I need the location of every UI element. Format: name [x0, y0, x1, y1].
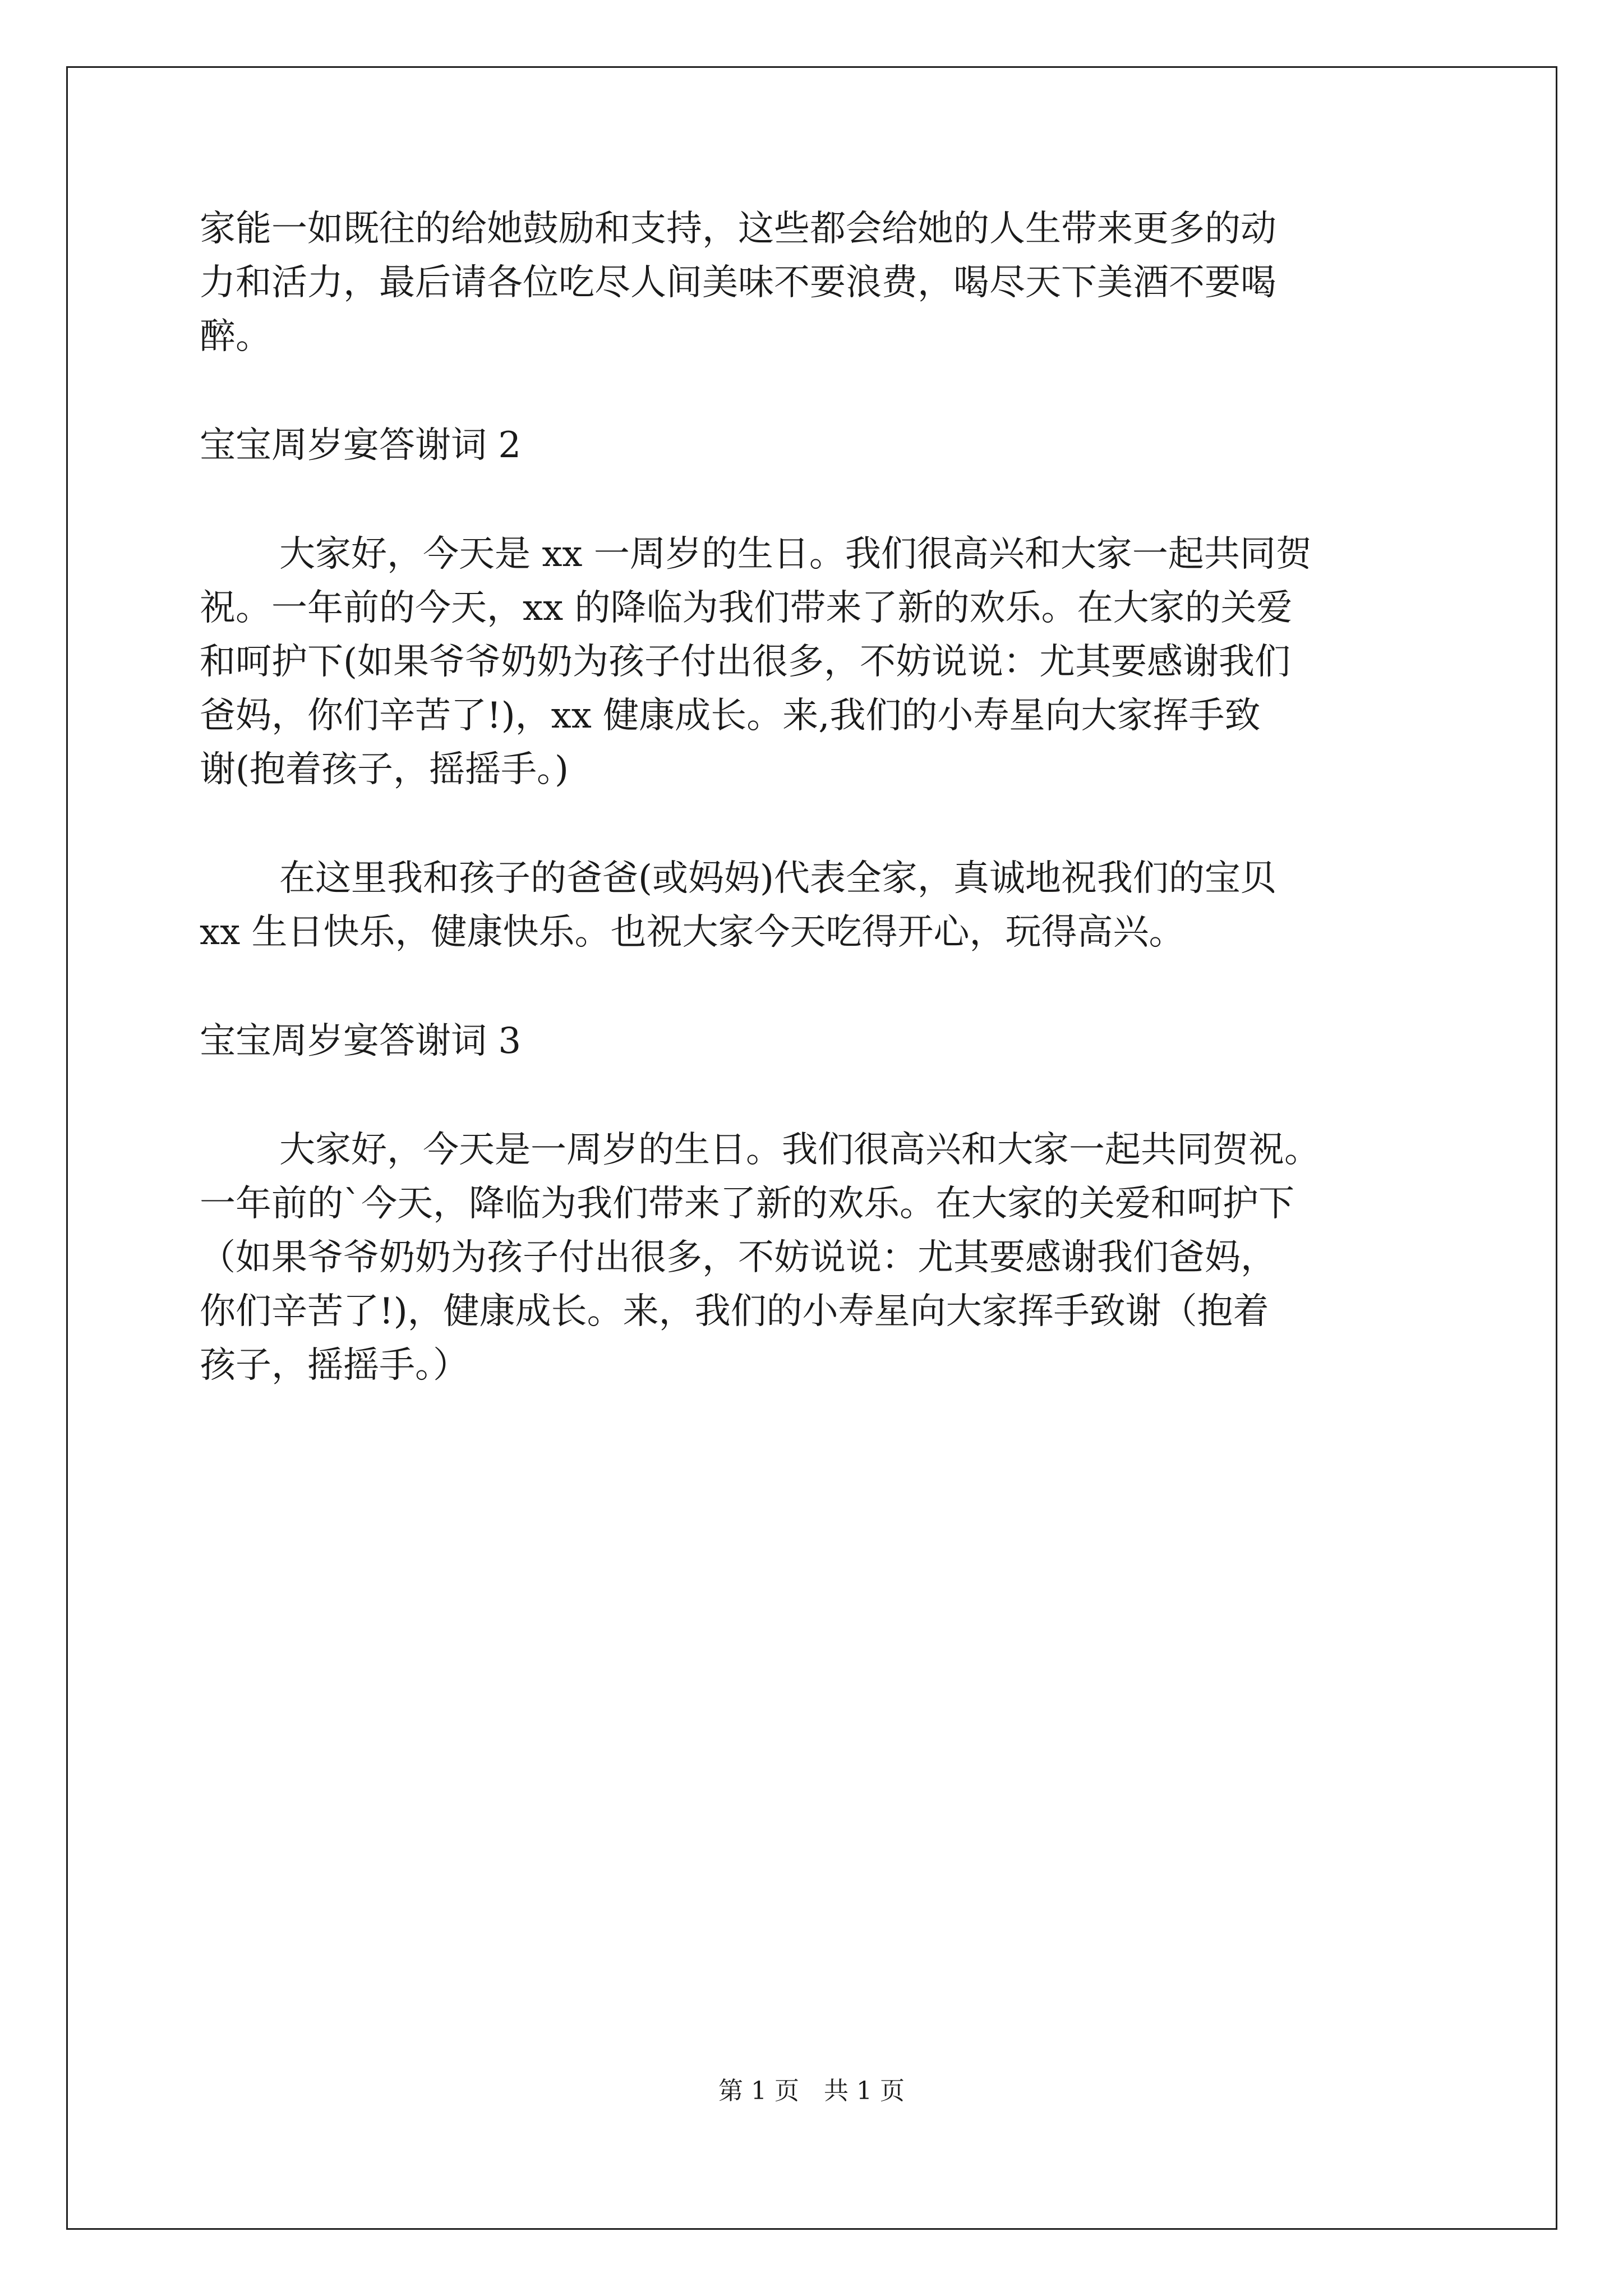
- text-line: 你们辛苦了!)，健康成长。来，我们的小寿星向大家挥手致谢（抱着: [200, 1291, 1269, 1332]
- text-line: 祝。一年前的今天，xx 的降临为我们带来了新的欢乐。在大家的关爱: [200, 587, 1293, 629]
- text-line: 力和活力，最后请各位吃尽人间美味不要浪费，喝尽天下美酒不要喝: [200, 262, 1276, 303]
- text-line: xx 生日快乐，健康快乐。也祝大家今天吃得开心，玩得高兴。: [200, 912, 1185, 953]
- text-line: 爸妈，你们辛苦了!)，xx 健康成长。来,我们的小寿星向大家挥手致: [200, 695, 1261, 737]
- paragraph: [200, 202, 1476, 364]
- paragraph: [200, 1123, 1476, 1392]
- paragraph: [200, 852, 1476, 959]
- section-heading: [200, 418, 1476, 472]
- text-line: 大家好，今天是 xx 一周岁的生日。我们很高兴和大家一起共同贺: [279, 533, 1312, 575]
- text-line: （如果爷爷奶奶为孩子付出很多，不妨说说：尤其要感谢我们爸妈，: [200, 1237, 1276, 1278]
- text-line: 醉。: [200, 316, 271, 357]
- text-line: 在这里我和孩子的爸爸(或妈妈)代表全家，真诚地祝我们的宝贝: [279, 858, 1276, 899]
- paragraph: [200, 527, 1476, 797]
- text-line: 一年前的`今天，降临为我们带来了新的欢乐。在大家的关爱和呵护下: [200, 1183, 1294, 1225]
- text-line: 孩子，摇摇手。）: [200, 1345, 469, 1386]
- text-line: 家能一如既往的给她鼓励和支持，这些都会给她的人生带来更多的动: [200, 208, 1276, 250]
- text-line: 谢(抱着孩子，摇摇手。): [200, 749, 569, 790]
- heading-text: 宝宝周岁宴答谢词 2: [200, 425, 522, 466]
- page-footer: [0, 2074, 1623, 2108]
- page-number: 第 1 页: [718, 2077, 799, 2105]
- document-body: [200, 202, 1476, 1392]
- page-total: 共 1 页: [824, 2077, 905, 2105]
- section-heading: [200, 1014, 1476, 1068]
- heading-text: 宝宝周岁宴答谢词 3: [200, 1020, 522, 1062]
- text-line: 大家好，今天是一周岁的生日。我们很高兴和大家一起共同贺祝。: [279, 1129, 1320, 1171]
- text-line: 和呵护下(如果爷爷奶奶为孩子付出很多，不妨说说：尤其要感谢我们: [200, 641, 1290, 683]
